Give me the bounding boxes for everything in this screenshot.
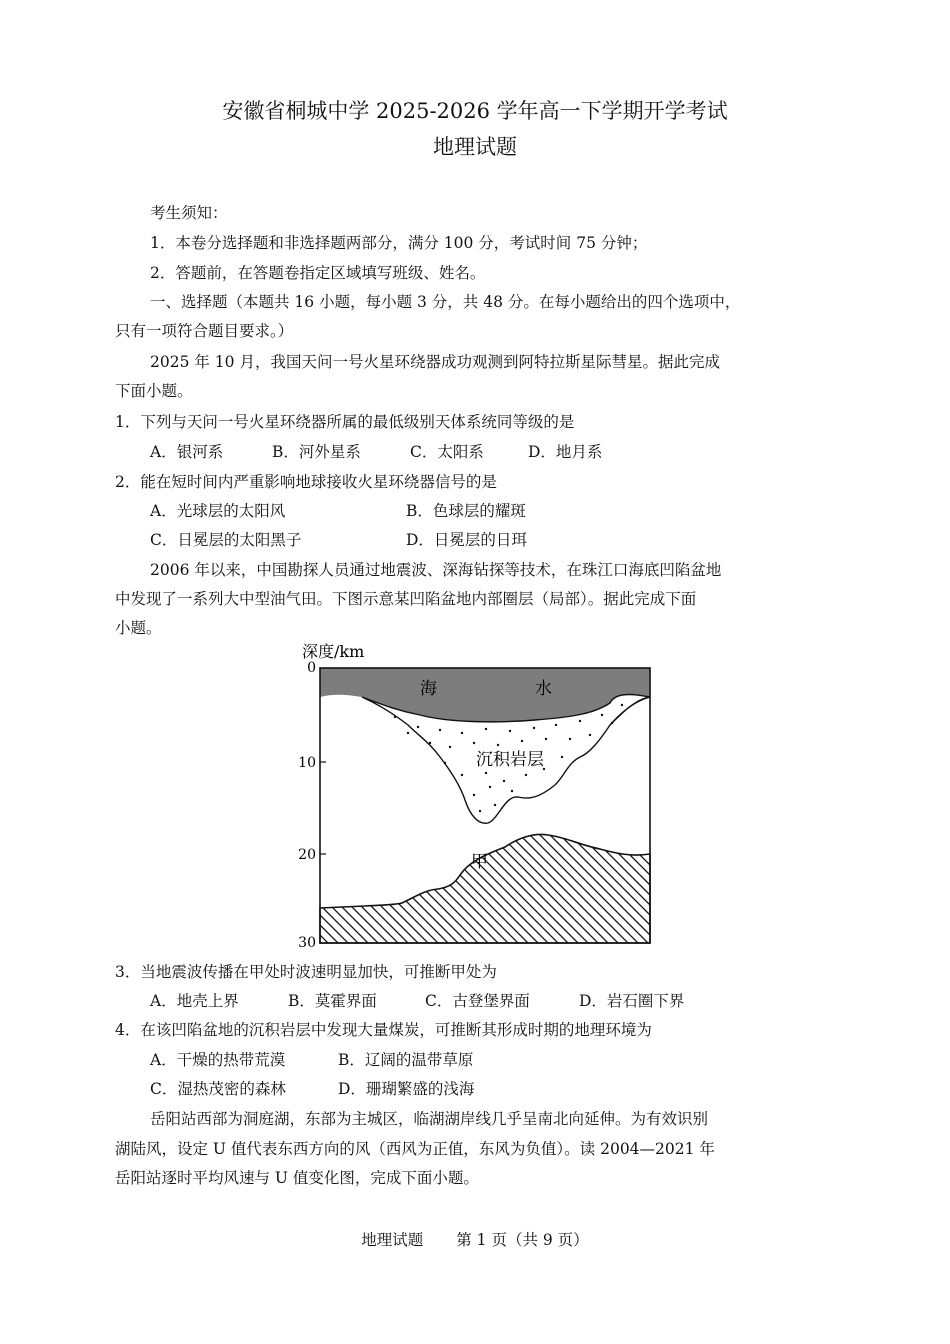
question-4-stem: 4．在该凹陷盆地的沉积岩层中发现大量煤炭，可推断其形成时期的地理环境为 xyxy=(115,1021,652,1039)
question-3-option-c: C．古登堡界面 xyxy=(425,992,530,1010)
passage-3-cont: 湖陆风，设定 U 值代表东西方向的风（西风为正值，东风为负值）。读 2004—2021 年 xyxy=(115,1140,715,1158)
tick-label-30: 30 xyxy=(298,935,316,951)
section-intro: 一、选择题（本题共 16 小题，每小题 3 分，共 48 分。在每小题给出的四个选项中， xyxy=(150,293,741,311)
label-sea-left: 海 xyxy=(420,679,437,699)
question-2-option-a: A．光球层的太阳风 xyxy=(150,502,286,520)
footer-subject: 地理试题 xyxy=(361,1231,424,1249)
question-4-option-d: D．珊瑚繁盛的浅海 xyxy=(338,1080,475,1098)
passage-3-end: 岳阳站逐时平均风速与 U 值变化图，完成下面小题。 xyxy=(115,1169,479,1187)
section-intro-cont: 只有一项符合题目要求。） xyxy=(115,322,294,340)
page-footer xyxy=(0,1228,950,1250)
passage-2-cont: 中发现了一系列大中型油气田。下图示意某凹陷盆地内部圈层（局部）。据此完成下面 xyxy=(115,590,697,608)
question-2-stem: 2．能在短时间内严重影响地球接收火星环绕器信号的是 xyxy=(115,473,497,491)
tick-label-20: 20 xyxy=(298,847,316,863)
depth-axis-title: 深度/km xyxy=(302,642,365,661)
question-3-option-b: B．莫霍界面 xyxy=(288,992,377,1010)
notice-item-2: 2．答题前，在答题卷指定区域填写班级、姓名。 xyxy=(150,264,486,282)
question-3-stem: 3．当地震波传播在甲处时波速明显加快，可推断甲处为 xyxy=(115,963,497,981)
hatched-layer xyxy=(320,835,650,944)
question-3-option-a: A．地壳上界 xyxy=(150,992,239,1010)
question-2-option-d: D．日冕层的日珥 xyxy=(406,531,527,549)
passage-3: 岳阳站西部为洞庭湖，东部为主城区，临湖湖岸线几乎呈南北向延伸。为有效识别 xyxy=(150,1110,709,1128)
footer-page-number: 第 1 页（共 9 页） xyxy=(456,1231,589,1249)
tick-label-10: 10 xyxy=(298,755,316,771)
label-sedimentary: 沉积岩层 xyxy=(476,750,544,770)
question-1-option-c: C．太阳系 xyxy=(410,443,484,461)
exam-subtitle: 地理试题 xyxy=(433,135,517,159)
tick-label-0: 0 xyxy=(307,660,316,676)
question-4-option-b: B．辽阔的温带草原 xyxy=(338,1051,474,1069)
exam-title: 安徽省桐城中学 2025-2026 学年高一下学期开学考试 xyxy=(222,99,728,123)
label-sea-right: 水 xyxy=(535,679,552,699)
question-2-option-b: B．色球层的耀斑 xyxy=(406,502,526,520)
notice-item-1: 1．本卷分选择题和非选择题两部分，满分 100 分，考试时间 75 分钟； xyxy=(150,234,648,252)
question-3-option-d: D．岩石圈下界 xyxy=(579,992,685,1010)
question-1-stem: 1．下列与天问一号火星环绕器所属的最低级别天体系统同等级的是 xyxy=(115,413,575,431)
label-jia: 甲 xyxy=(471,852,488,872)
passage-1: 2025 年 10 月，我国天问一号火星环绕器成功观测到阿特拉斯星际彗星。据此完成 xyxy=(150,353,720,371)
passage-2: 2006 年以来，中国勘探人员通过地震波、深海钻探等技术，在珠江口海底凹陷盆地 xyxy=(150,561,722,579)
question-4-option-a: A．干燥的热带荒漠 xyxy=(150,1051,286,1069)
question-1-option-b: B．河外星系 xyxy=(272,443,361,461)
passage-2-end: 小题。 xyxy=(115,619,162,637)
basin-cross-section-figure xyxy=(290,635,670,955)
notice-heading: 考生须知： xyxy=(150,204,228,222)
question-4-option-c: C．湿热茂密的森林 xyxy=(150,1080,286,1098)
passage-1-cont: 下面小题。 xyxy=(115,382,193,400)
question-2-option-c: C．日冕层的太阳黑子 xyxy=(150,531,302,549)
question-1-option-d: D．地月系 xyxy=(528,443,603,461)
question-1-option-a: A．银河系 xyxy=(150,443,224,461)
